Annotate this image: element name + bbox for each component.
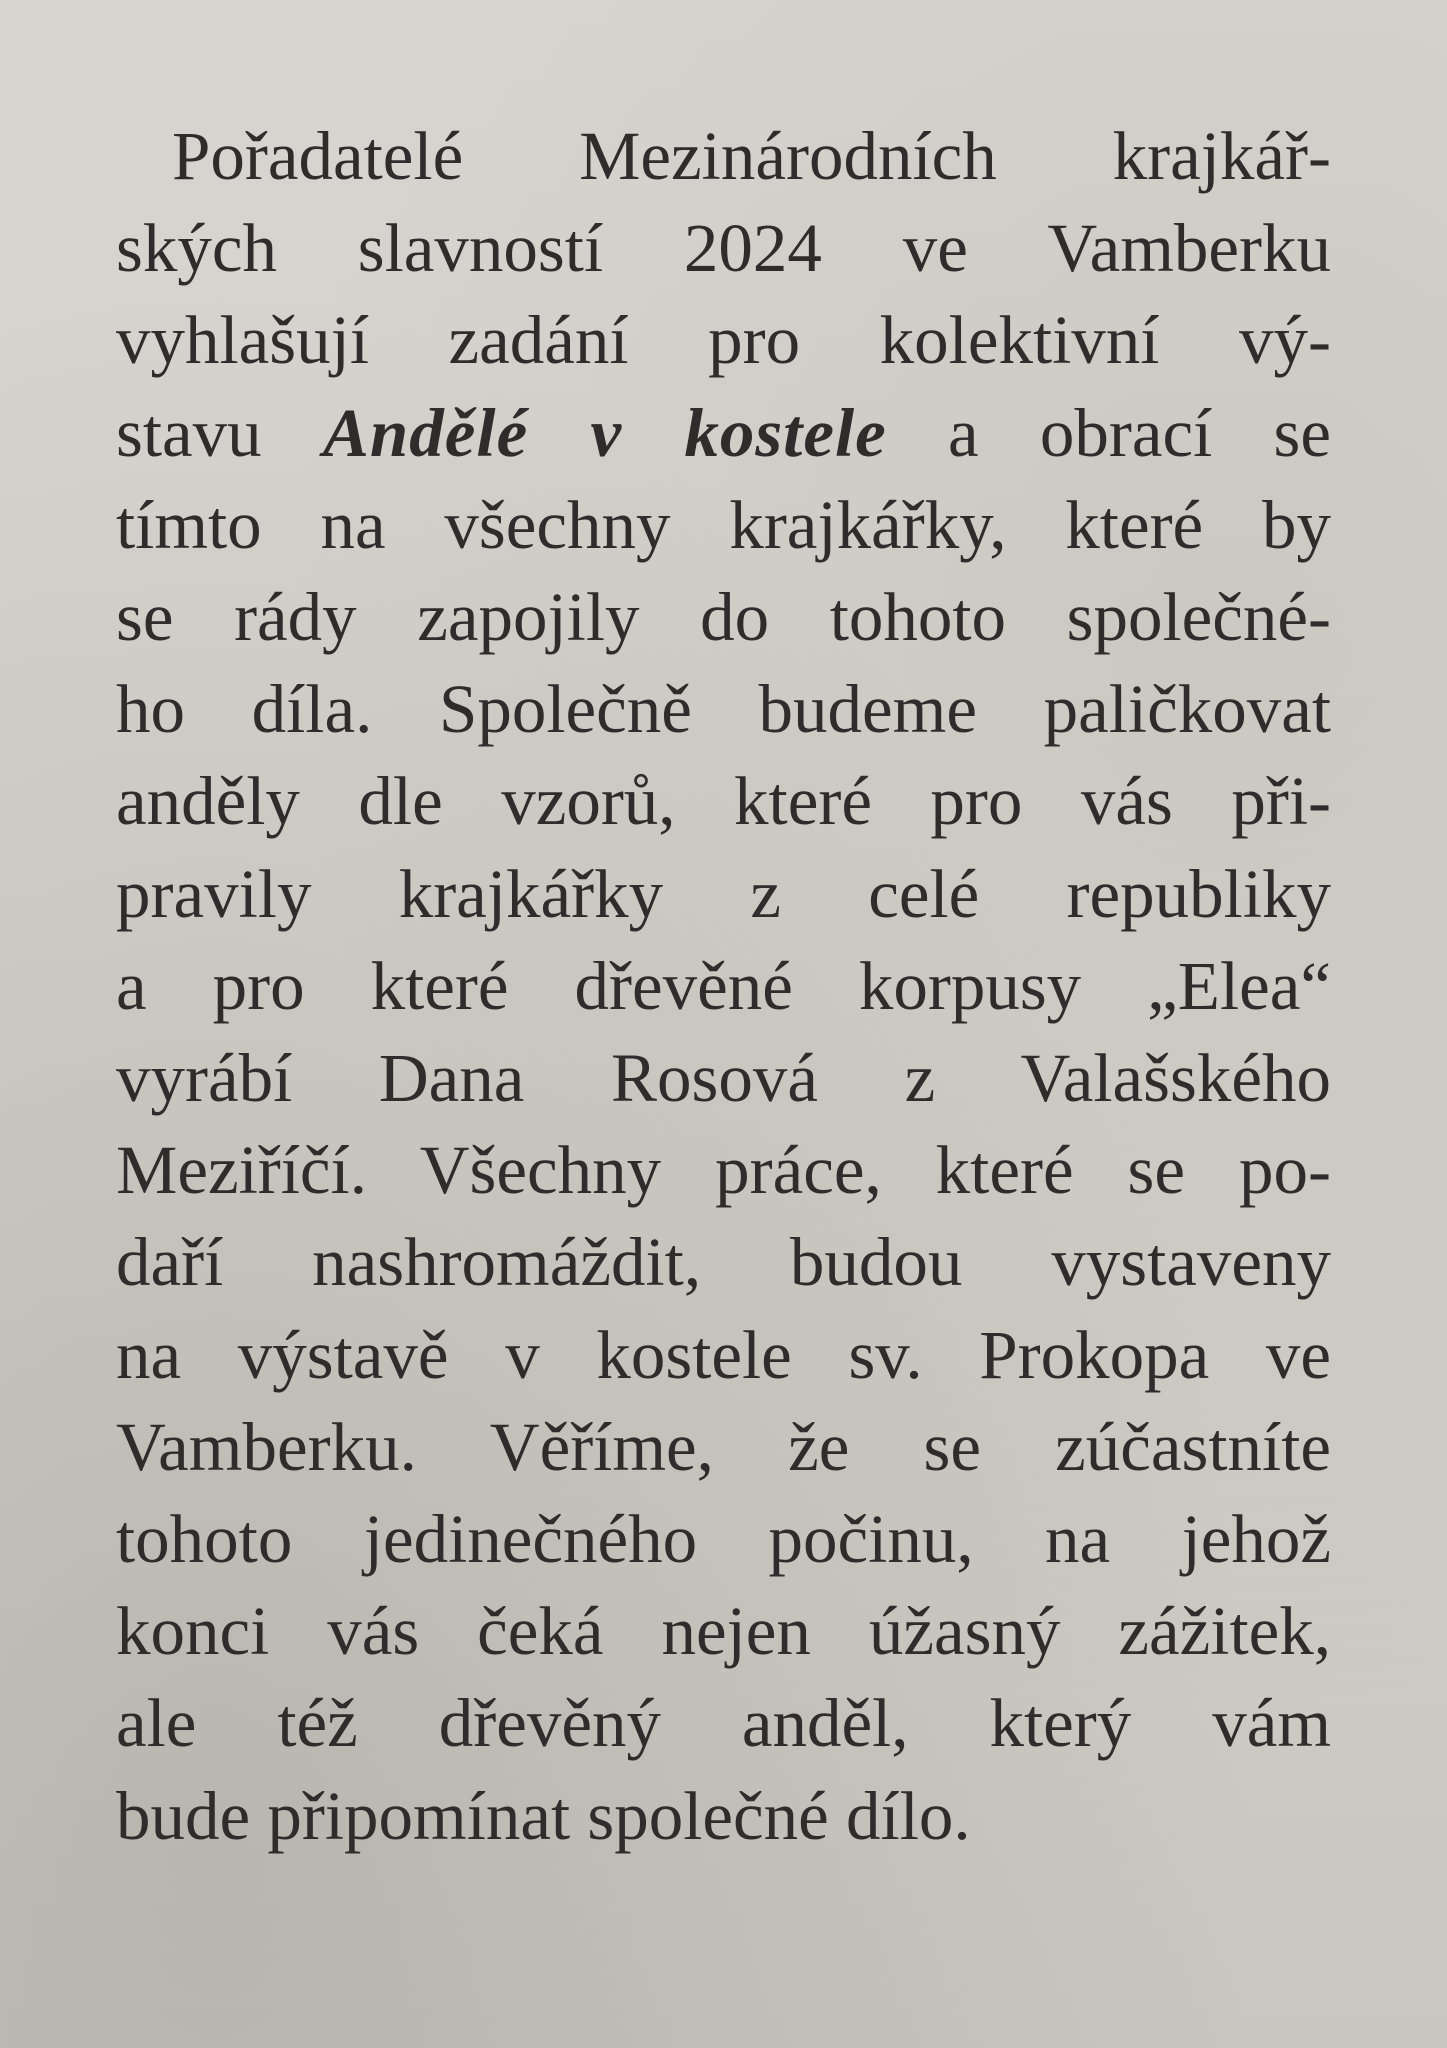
text-line-11: vyrábí Dana Rosová z Valašského [116,1040,1331,1117]
text-line-16: tohoto jedinečného počinu, na jehož [116,1501,1331,1578]
body-paragraph [116,110,1331,1862]
text-line-15: Vamberku. Věříme, že se zúčastníte [116,1408,1331,1485]
text-line-13: daří nashromáždit, budou vystaveny [116,1224,1331,1301]
text-line-1: Pořadatelé Mezinárodních krajkář- [172,118,1331,194]
text-line-12: Meziříčí. Všechny práce, které se po- [116,1132,1331,1209]
text-line-9: pravily krajkářky z celé republiky [116,855,1331,932]
exhibition-title: Andělé v kostele [322,394,887,471]
text-line-14: na výstavě v kostele sv. Prokopa ve [116,1316,1331,1393]
text-line-4-end: a obrací se [886,394,1331,471]
text-line-18: ale též dřevěný anděl, který vám [116,1685,1331,1762]
text-line-6: se rády zapojily do tohoto společné- [116,579,1331,656]
text-line-8: anděly dle vzorů, které pro vás při- [116,763,1331,840]
text-line-5: tímto na všechny krajkářky, které by [116,486,1331,563]
text-line-7: ho díla. Společně budeme paličkovat [116,671,1331,748]
text-line-17: konci vás čeká nejen úžasný zážitek, [116,1593,1331,1670]
text-line-4 [116,387,1331,479]
text-line-2: ských slavností 2024 ve Vamberku [116,210,1331,287]
text-line-19: bude připomínat společné dílo. [116,1777,971,1854]
text-line-3: vyhlašují zadání pro kolektivní vý- [116,302,1331,379]
text-line-10: a pro které dřevěné korpusy „Elea“ [116,947,1331,1024]
text-line-4-start: stavu [116,394,323,471]
